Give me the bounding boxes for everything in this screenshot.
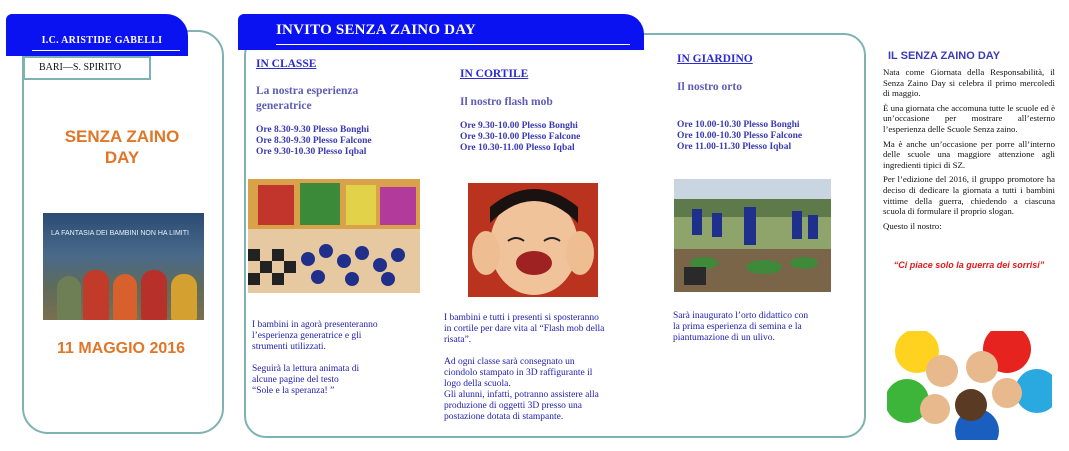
invitation-title: INVITO SENZA ZAINO DAY bbox=[276, 22, 476, 38]
schedule-item: Ore 11.00-11.30 Plesso Iqbal bbox=[677, 142, 792, 152]
school-slogan: “Ci piace solo la guerra dei sorrisi” bbox=[893, 260, 1045, 270]
paragraph: Questo il nostro: bbox=[883, 220, 942, 231]
paragraph: Nata come Giornata della Responsabilità, il Senza Zaino Day si celebra il primo mercoledì di maggio. bbox=[883, 67, 1055, 99]
garden-photo bbox=[674, 179, 831, 292]
subtitle-line: generatrice bbox=[256, 100, 312, 112]
section-title-cortile: IN CORTILE bbox=[460, 68, 529, 80]
description-line: risata”. bbox=[444, 335, 472, 345]
header-underline bbox=[32, 50, 180, 51]
children-photo bbox=[43, 213, 204, 320]
subtitle-line: La nostra esperienza bbox=[256, 85, 359, 97]
event-date: 11 MAGGIO 2016 bbox=[56, 340, 186, 357]
senza-zaino-day-heading: IL SENZA ZAINO DAY bbox=[888, 50, 1001, 62]
description-line: logo della scuola. bbox=[444, 379, 511, 389]
school-location: BARI—S. SPIRITO bbox=[23, 56, 151, 80]
description-line: strumenti utilizzati. bbox=[252, 342, 326, 352]
schedule-item: Ore 10.00-10.30 Plesso Falcone bbox=[677, 131, 803, 141]
schedule-item: Ore 10.00-10.30 Plesso Bonghi bbox=[677, 120, 800, 130]
description-line: ciondolo stampato in 3D raffigurante il bbox=[444, 368, 593, 378]
paragraph: È una giornata che accomuna tutte le scuole ed è un’occasione per mostrare all’esterno l’esperienza delle Scuole Senza zaino. bbox=[883, 102, 1055, 134]
senza-zaino-day-description bbox=[883, 67, 1055, 235]
schedule-cortile bbox=[460, 121, 580, 154]
description-line: I bambini e tutti i presenti si sposteranno bbox=[444, 313, 599, 323]
schedule-classe bbox=[256, 125, 372, 158]
schedule-item: Ore 9.30-10.00 Plesso Bonghi bbox=[460, 121, 578, 131]
schedule-item: Ore 9.30-10.00 Plesso Falcone bbox=[460, 132, 581, 142]
header-underline bbox=[276, 44, 630, 45]
description-classe bbox=[252, 320, 378, 397]
laughing-child-photo bbox=[468, 183, 598, 297]
description-line: postazione dotata di stampante. bbox=[444, 412, 564, 422]
section-title-giardino: IN GIARDINO bbox=[677, 53, 753, 65]
description-line: “Sole e la speranza! ” bbox=[252, 386, 335, 396]
school-name: I.C. ARISTIDE GABELLI bbox=[41, 35, 163, 46]
description-line: I bambini in agorà presenteranno bbox=[252, 320, 378, 330]
schedule-giardino bbox=[677, 120, 802, 153]
section-subtitle-cortile: Il nostro flash mob bbox=[460, 96, 553, 108]
description-line: produzione di oggetti 3D presso una bbox=[444, 401, 582, 411]
description-line: piantumazione di un ulivo. bbox=[673, 333, 775, 343]
description-line: la prima esperienza di semina e la bbox=[673, 322, 802, 332]
description-line: Sarà inaugurato l’orto didattico con bbox=[673, 311, 809, 321]
paragraph: Per l’edizione del 2016, il gruppo promotore ha deciso di dedicare la giornata a tutti i bambini vittime della guerra, chiedendo a ciascuna scuola di formulare il proprio slogan. bbox=[883, 174, 1055, 217]
children-circle-photo bbox=[887, 331, 1052, 440]
event-title-line1: SENZA ZAINO bbox=[64, 127, 180, 146]
schedule-item: Ore 8.30-9.30 Plesso Falcone bbox=[256, 136, 372, 146]
section-subtitle-classe bbox=[256, 84, 358, 114]
schedule-item: Ore 10.30-11.00 Plesso Iqbal bbox=[460, 143, 575, 153]
schedule-item: Ore 8.30-9.30 Plesso Bonghi bbox=[256, 125, 370, 135]
event-title-line2: DAY bbox=[104, 148, 140, 167]
description-line: alcune pagine del testo bbox=[252, 375, 339, 385]
description-line: Seguirà la lettura animata di bbox=[252, 364, 360, 374]
event-title bbox=[32, 126, 212, 168]
description-giardino bbox=[673, 311, 808, 344]
classroom-photo bbox=[248, 179, 420, 293]
section-subtitle-giardino: Il nostro orto bbox=[677, 81, 742, 93]
description-line: in cortile per dare vita al “Flash mob della bbox=[444, 324, 605, 334]
description-line: Gli alunni, infatti, potranno assistere alla bbox=[444, 390, 599, 400]
section-title-classe: IN CLASSE bbox=[256, 58, 317, 70]
description-cortile bbox=[444, 313, 604, 423]
description-line: Ad ogni classe sarà consegnato un bbox=[444, 357, 575, 367]
schedule-item: Ore 9.30-10.30 Plesso Iqbal bbox=[256, 147, 367, 157]
paragraph: Ma è anche un’occasione per porre all’interno delle scuole una maggiore attenzione agli ingredienti tipici di SZ. bbox=[883, 138, 1055, 170]
description-line: l’esperienza generatrice e gli bbox=[252, 331, 362, 341]
photo-banner-text: LA FANTASIA DEI BAMBINI NON HA LIMITI bbox=[51, 230, 189, 237]
